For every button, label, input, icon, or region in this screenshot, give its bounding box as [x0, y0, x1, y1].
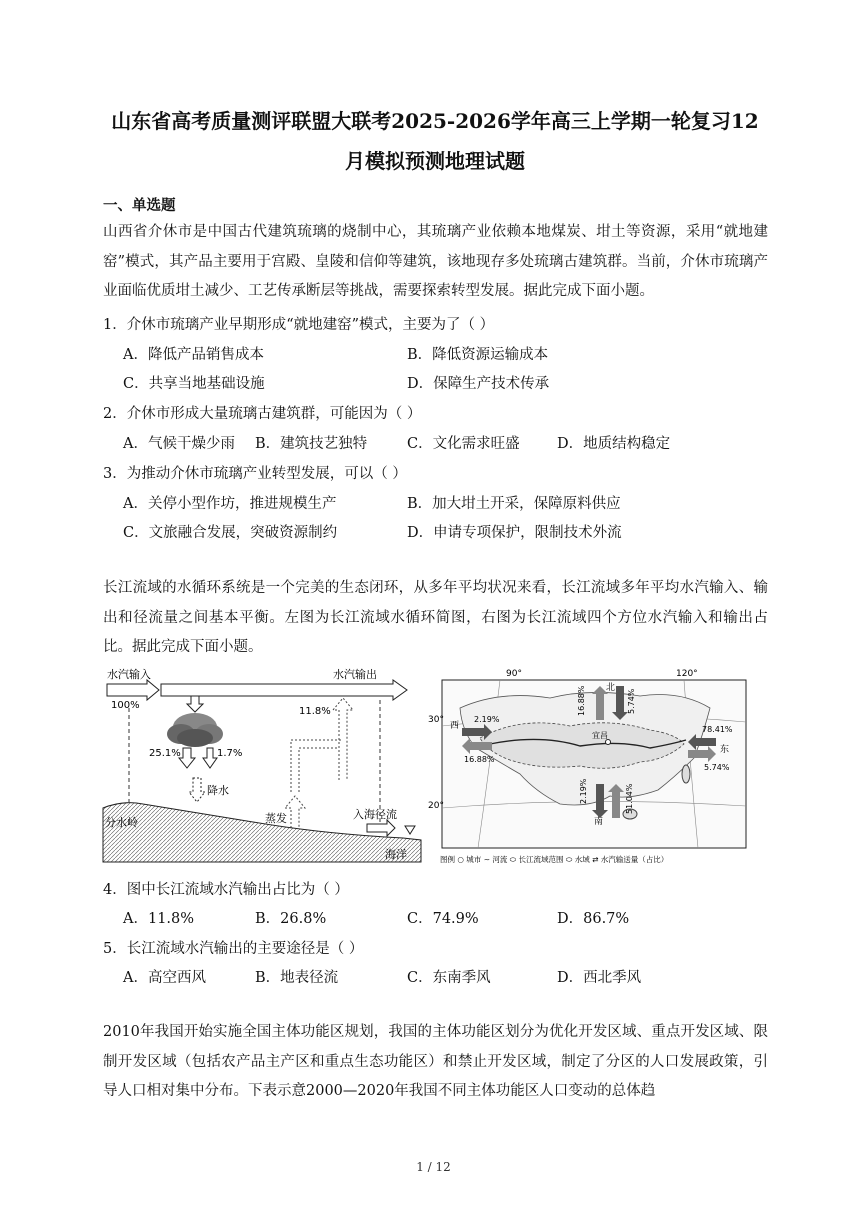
passage-3: 2010年我国开始实施全国主体功能区规划，我国的主体功能区划分为优化开发区域、重点开发区域、限制开发区域（包括农产品主产区和重点生态功能区）和禁止开发区域，制定了分区的人口发展政策，引导人口相对集中分布。下表示意2000—2020年我国不同主体功能区人口变动的总体趋 [103, 1024, 768, 1100]
page-title-line1: 山东省高考质量测评联盟大联考2025-2026学年高三上学期一轮复习12 [111, 109, 759, 133]
q1-option-c[interactable]: C．共享当地基础设施 [123, 376, 265, 392]
north-out: 5.74% [627, 688, 636, 714]
east-label: 东 [720, 745, 730, 755]
upward-flow-arrow [333, 698, 353, 780]
section-heading: 一、单选题 [103, 197, 176, 214]
question-4-stem: 4．图中长江流域水汽输出占比为（ ） [103, 882, 349, 898]
map-legend: 图例 ○ 城市 ∼ 河流 ⬭ 长江流域范围 ⬭ 水域 ⇄ 水汽输送量（占比） [440, 855, 669, 864]
q1-option-a[interactable]: A．降低产品销售成本 [123, 347, 264, 363]
q2-option-b[interactable]: B．建筑技艺独特 [255, 436, 368, 452]
q3-option-c[interactable]: C．文旅融合发展，突破资源制约 [123, 525, 338, 541]
q2-option-a[interactable]: A．气候干燥少雨 [123, 436, 235, 452]
question-5-stem: 5．长江流域水汽输出的主要途径是（ ） [103, 941, 364, 957]
rain-pct: 25.1% [149, 748, 181, 759]
q5-option-c[interactable]: C．东南季风 [407, 970, 491, 986]
q4-option-a[interactable]: A．11.8% [123, 911, 195, 927]
precipitation-arrow [189, 778, 205, 802]
south-in: 2.19% [579, 778, 588, 804]
upward-pct: 11.8% [299, 706, 331, 717]
q5-option-d[interactable]: D．西北季风 [557, 970, 642, 986]
q2-option-c[interactable]: C．文化需求旺盛 [407, 436, 520, 452]
question-3-stem: 3．为推动介休市琉璃产业转型发展，可以（ ） [103, 466, 407, 482]
q1-option-b[interactable]: B．降低资源运输成本 [407, 347, 549, 363]
east-out: 5.74% [704, 763, 730, 772]
passage-2: 长江流域的水循环系统是一个完美的生态闭环，从多年平均状况来看，长江流域多年平均水汽输入、输出和径流量之间基本平衡。左图为长江流域水循环简图，右图为长江流域四个方位水汽输入和输出占比。据此完成下面小题。 [103, 580, 768, 656]
q4-option-d[interactable]: D．86.7% [557, 911, 630, 927]
q4-option-c[interactable]: C．74.9% [407, 911, 479, 927]
west-in: 2.19% [474, 715, 500, 724]
q3-option-a[interactable]: A．关停小型作坊，推进规模生产 [123, 496, 337, 512]
q1-option-d[interactable]: D．保障生产技术传承 [407, 376, 550, 392]
evaporation-arrow [285, 796, 305, 828]
q3-option-d[interactable]: D．申请专项保护，限制技术外流 [407, 525, 622, 541]
page-title-line2: 月模拟预测地理试题 [345, 149, 525, 173]
q5-option-b[interactable]: B．地表径流 [255, 970, 339, 986]
q5-option-a[interactable]: A．高空西风 [123, 970, 206, 986]
vapor-input-pct: 100% [111, 700, 140, 711]
vapor-input-label: 水汽输入 [107, 668, 151, 681]
water-vapor-map [428, 668, 767, 868]
vapor-input-arrow [107, 680, 159, 700]
city-label: 宜昌 [592, 731, 608, 740]
cloud-icon [167, 713, 223, 747]
evap-label: 蒸发 [265, 812, 287, 825]
west-label: 西 [450, 721, 460, 731]
runoff-arrow [367, 820, 395, 836]
east-in: 78.41% [702, 725, 733, 734]
west-out: 16.88% [464, 755, 495, 764]
page-number: 1 / 12 [416, 1160, 451, 1174]
divide-label: 分水岭 [105, 816, 138, 829]
question-2-stem: 2．介休市形成大量琉璃古建筑群，可能因为（ ） [103, 406, 422, 422]
south-out: 51.04% [625, 783, 634, 814]
question-1-stem: 1．介休市琉璃产业早期形成“就地建窑”模式，主要为了（ ） [103, 317, 495, 333]
lon-120: 120° [676, 669, 698, 679]
water-cycle-diagram [103, 662, 433, 870]
sea-label: 海洋 [385, 848, 407, 861]
lat-20: 20° [428, 801, 444, 811]
precip-label: 降水 [207, 784, 229, 797]
north-label: 北 [606, 683, 616, 693]
q3-option-b[interactable]: B．加大坩土开采，保障原料供应 [407, 496, 621, 512]
q2-option-d[interactable]: D．地质结构稳定 [557, 436, 671, 452]
passage-1: 山西省介休市是中国古代建筑琉璃的烧制中心，其琉璃产业依赖本地煤炭、坩土等资源，采用“就地建窑”模式，其产品主要用于宫殿、皇陵和信仰等建筑，该地现存多处琉璃古建筑群。当前，介休市琉璃产业面临优质坩土减少、工艺传承断层等挑战，需要探索转型发展。据此完成下面小题。 [103, 224, 768, 300]
vapor-output-label: 水汽输出 [333, 668, 377, 681]
lon-90: 90° [506, 669, 522, 679]
q4-option-b[interactable]: B．26.8% [255, 911, 327, 927]
south-label: 南 [594, 817, 604, 827]
runoff-label: 入海径流 [353, 808, 397, 821]
lat-30: 30° [428, 715, 444, 725]
north-in: 16.88% [577, 685, 586, 716]
small-pct: 1.7% [217, 748, 243, 759]
